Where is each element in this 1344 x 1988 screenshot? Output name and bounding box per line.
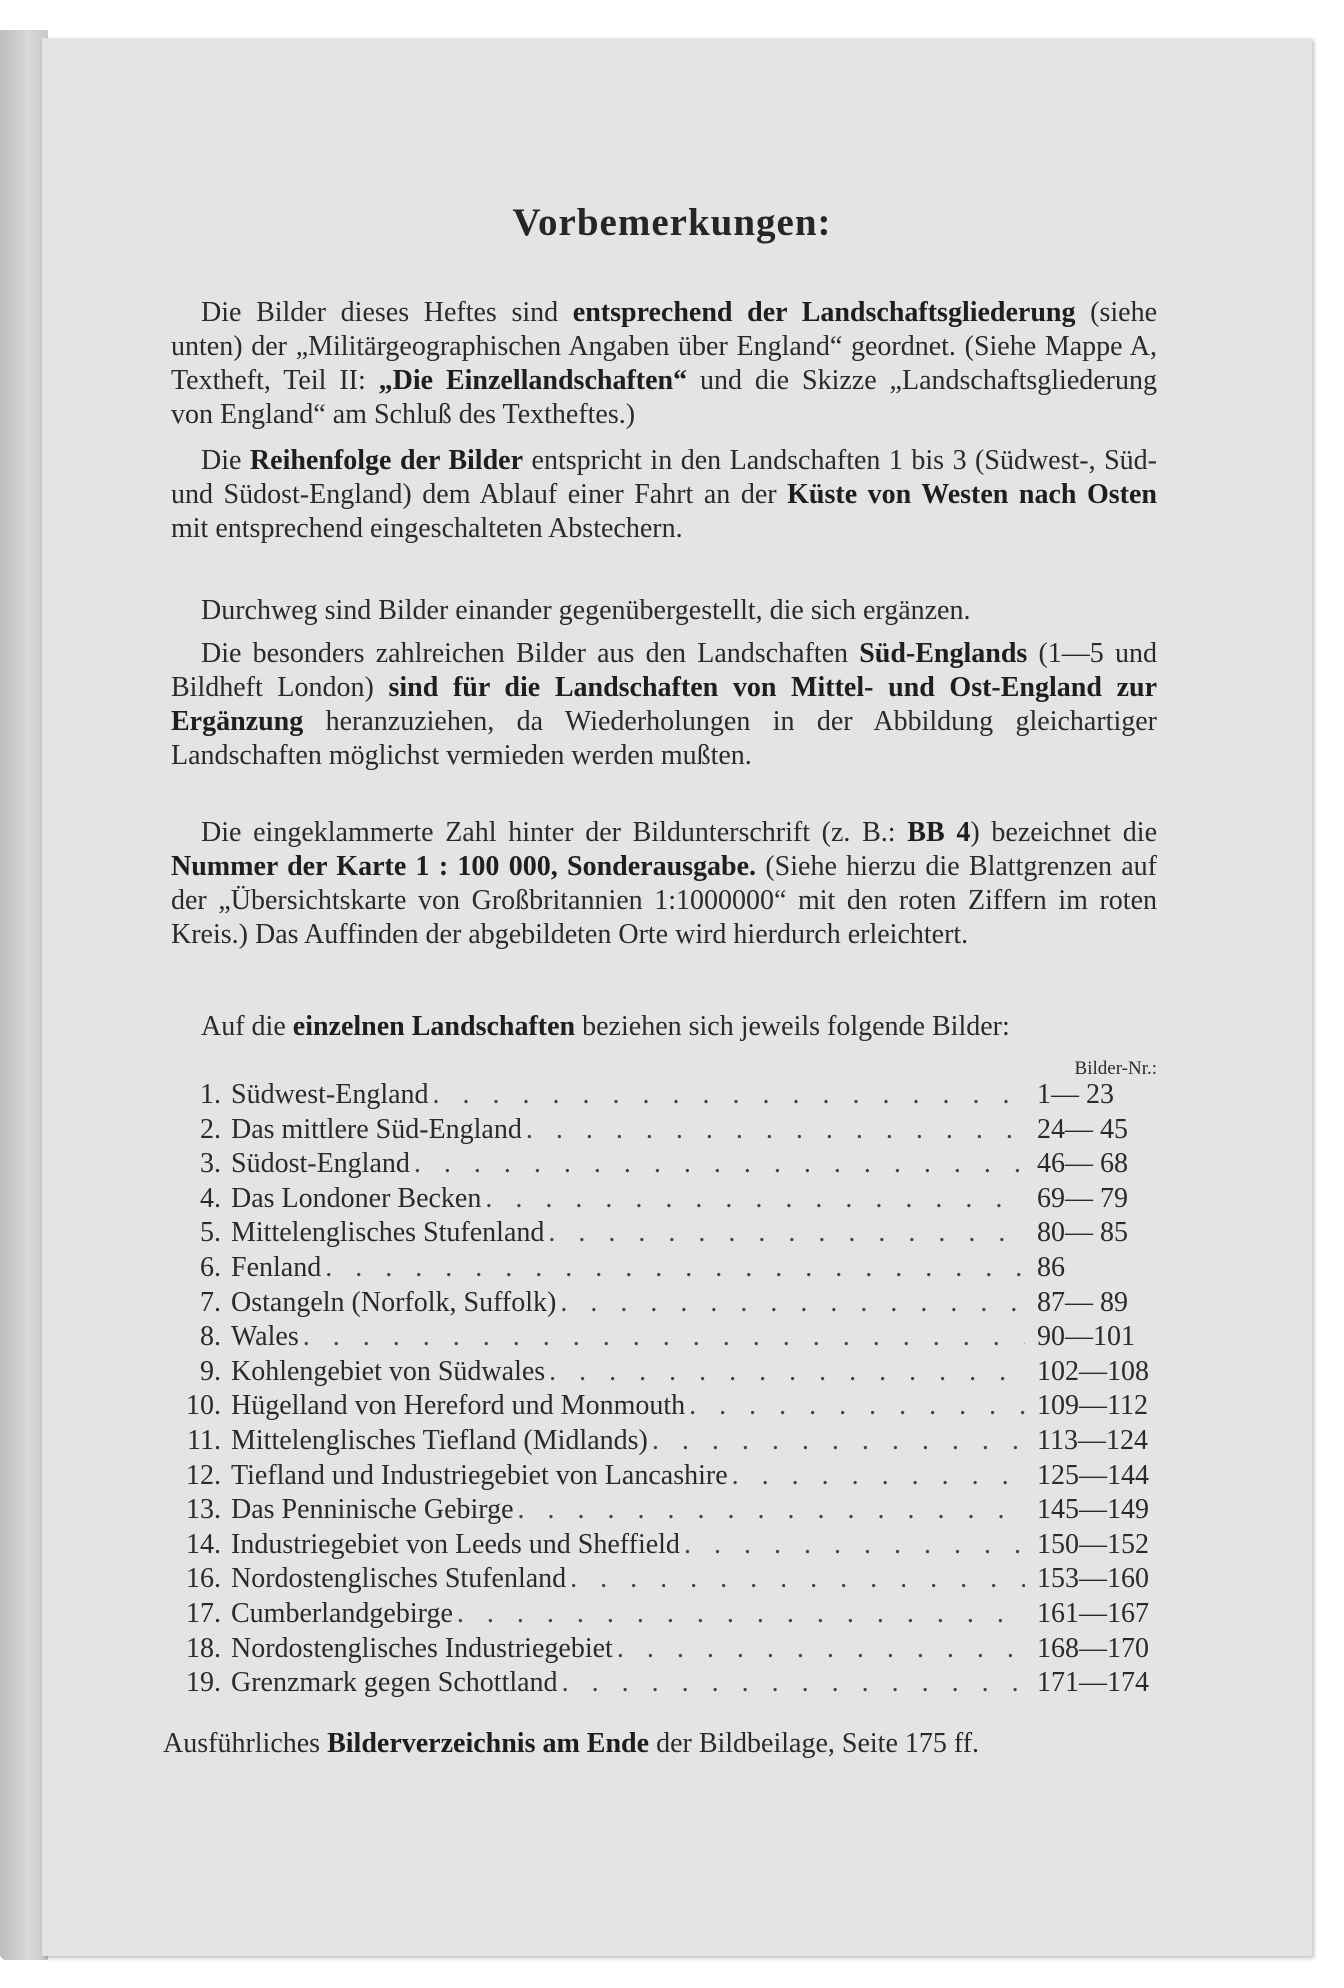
- leader-dots: [303, 1320, 1025, 1355]
- leader-dots: [485, 1182, 1025, 1217]
- item-range: 168—170: [1037, 1632, 1149, 1664]
- list-item: [171, 1216, 1157, 1251]
- leader-dots: [548, 1216, 1025, 1251]
- leader-dots: [652, 1424, 1025, 1459]
- item-range: 125—144: [1037, 1459, 1149, 1491]
- item-number: 6.: [200, 1251, 221, 1283]
- item-number: 1.: [200, 1079, 221, 1110]
- list-item: [171, 1113, 1157, 1148]
- list-item: [171, 1251, 1157, 1286]
- item-range: 161—167: [1037, 1597, 1149, 1629]
- item-range: 87— 89: [1037, 1286, 1128, 1318]
- item-range: 90—101: [1037, 1321, 1135, 1353]
- list-item: [171, 1355, 1157, 1390]
- item-name: Südost-England: [231, 1148, 410, 1180]
- list-item: [171, 1182, 1157, 1217]
- paragraph-1: [171, 296, 1157, 432]
- item-name: Das Londoner Becken: [231, 1182, 482, 1214]
- text: beziehen sich jeweils folgende Bilder:: [575, 1011, 1010, 1042]
- item-name: Kohlengebiet von Südwales: [231, 1355, 546, 1387]
- item-number: 18.: [186, 1632, 221, 1664]
- item-name: Cumberlandgebirge: [231, 1597, 453, 1629]
- item-name: Das mittlere Süd-England: [231, 1113, 522, 1145]
- leader-dots: [732, 1459, 1025, 1494]
- text: (siehe unten) der „Militärgeographischen Angaben über England“ geordnet. (Siehe Mappe A, Textheft, Teil II:: [171, 297, 1158, 396]
- text: Durchweg sind Bilder einander gegenübergestellt, die sich ergänzen.: [201, 595, 971, 626]
- bold-text: Süd-Englands: [859, 638, 1028, 669]
- text: der Bildbeilage, Seite 175 ff.: [649, 1728, 980, 1759]
- bold-text: Nummer der Karte 1 : 100 000, Sonderausgabe.: [171, 851, 757, 882]
- item-number: 10.: [186, 1390, 221, 1422]
- bold-text: einzelnen Landschaften: [292, 1011, 576, 1042]
- item-number: 5.: [200, 1217, 221, 1249]
- item-number: 2.: [200, 1113, 221, 1145]
- item-range: 145—149: [1037, 1494, 1149, 1526]
- list-item: [171, 1597, 1157, 1632]
- item-range: 46— 68: [1037, 1148, 1128, 1180]
- list-item: [171, 1528, 1157, 1563]
- item-number: 11.: [187, 1424, 221, 1456]
- item-range: 86: [1037, 1251, 1065, 1283]
- item-number: 9.: [200, 1355, 221, 1387]
- list-item: [171, 1666, 1157, 1701]
- text: mit entsprechend eingeschalteten Abstechern.: [171, 513, 683, 544]
- item-name: Fenland: [231, 1251, 322, 1283]
- item-name: Mittelenglisches Stufenland: [231, 1217, 545, 1249]
- text: Auf die: [201, 1011, 293, 1042]
- item-name: Mittelenglisches Tiefland (Midlands): [231, 1424, 648, 1456]
- paragraph-2: [171, 444, 1157, 546]
- item-range: 24— 45: [1037, 1113, 1128, 1145]
- item-number: 19.: [186, 1667, 221, 1699]
- list-item: [171, 1562, 1157, 1597]
- leader-dots: [560, 1286, 1025, 1321]
- item-range: 171—174: [1037, 1667, 1149, 1699]
- paragraph-6: [171, 1010, 1157, 1044]
- item-name: Hügelland von Hereford und Monmouth: [231, 1390, 686, 1422]
- text: heranzuziehen, da Wiederholungen in der Abbildung gleichartiger Landschaften möglichst vermieden werden mußten.: [171, 706, 1157, 771]
- leader-dots: [325, 1251, 1025, 1286]
- landscape-list: [171, 1078, 1157, 1701]
- list-item: [171, 1632, 1157, 1667]
- footer-note: [163, 1728, 1163, 1760]
- item-range: 69— 79: [1037, 1182, 1128, 1214]
- list-item: [171, 1286, 1157, 1321]
- leader-dots: [433, 1078, 1025, 1113]
- item-range: 102—108: [1037, 1355, 1149, 1387]
- item-number: 14.: [186, 1528, 221, 1560]
- list-column-header: Bilder-Nr.:: [1074, 1058, 1157, 1079]
- bold-text: Bilderverzeichnis am Ende: [327, 1728, 650, 1759]
- text: Ausführliches: [163, 1728, 328, 1759]
- list-item: [171, 1147, 1157, 1182]
- leader-dots: [689, 1389, 1025, 1424]
- list-item: [171, 1389, 1157, 1424]
- text: (Siehe hierzu die Blattgrenzen auf der „Übersichtskarte von Großbritannien 1:1000000“ mit den roten Ziffern im roten Kreis.) Das Auffinden der abgebildeten Orte wird hierdurch erleichtert.: [171, 851, 1157, 950]
- bold-text: sind für die Landschaften von Mittel- und Ost-England zur Ergänzung: [171, 672, 1157, 737]
- bold-text: Reihenfolge der Bilder: [249, 445, 524, 476]
- item-name: Industriegebiet von Leeds und Sheffield: [231, 1528, 680, 1560]
- leader-dots: [570, 1562, 1025, 1597]
- item-name: Südwest-England: [231, 1079, 429, 1110]
- item-number: 7.: [200, 1286, 221, 1318]
- bold-text: Küste von Westen nach Osten: [787, 479, 1157, 510]
- list-item: [171, 1459, 1157, 1494]
- text: und die Skizze „Landschaftsgliederung von England“ am Schluß des Textheftes.): [171, 365, 1157, 430]
- item-number: 3.: [200, 1148, 221, 1180]
- item-range: 80— 85: [1037, 1217, 1128, 1249]
- leader-dots: [414, 1147, 1025, 1182]
- item-number: 4.: [200, 1182, 221, 1214]
- item-range: 113—124: [1037, 1424, 1148, 1456]
- item-range: 153—160: [1037, 1563, 1149, 1595]
- item-name: Nordostenglisches Stufenland: [231, 1563, 567, 1595]
- text: Die eingeklammerte Zahl hinter der Bildunterschrift (z. B.:: [201, 817, 908, 848]
- item-number: 16.: [186, 1563, 221, 1595]
- paragraph-5: [171, 816, 1157, 952]
- text: Die Bilder dieses Heftes sind: [201, 297, 573, 328]
- item-range: 1— 23: [1037, 1079, 1114, 1110]
- text: entspricht in den Landschaften 1 bis 3 (Südwest-, Süd- und Südost-England) dem Ablauf einer Fahrt an der: [171, 445, 1157, 510]
- item-name: Wales: [231, 1321, 299, 1353]
- leader-dots: [518, 1493, 1025, 1528]
- item-range: 150—152: [1037, 1528, 1149, 1560]
- leader-dots: [457, 1597, 1025, 1632]
- leader-dots: [684, 1528, 1025, 1563]
- leader-dots: [526, 1113, 1025, 1148]
- book-binding: [0, 30, 48, 1960]
- item-name: Tiefland und Industriegebiet von Lancashire: [231, 1459, 728, 1491]
- bold-text: BB 4: [907, 817, 971, 848]
- text: Die besonders zahlreichen Bilder aus den Landschaften: [201, 638, 860, 669]
- item-number: 8.: [200, 1321, 221, 1353]
- item-range: 109—112: [1037, 1390, 1148, 1422]
- item-name: Nordostenglisches Industriegebiet: [231, 1632, 613, 1664]
- leader-dots: [562, 1666, 1025, 1701]
- paragraph-3: [171, 594, 1157, 628]
- item-number: 13.: [186, 1494, 221, 1526]
- paragraph-4: [171, 637, 1157, 773]
- leader-dots: [617, 1632, 1025, 1667]
- list-item: [171, 1424, 1157, 1459]
- item-number: 17.: [186, 1597, 221, 1629]
- item-name: Ostangeln (Norfolk, Suffolk): [231, 1286, 557, 1318]
- item-number: 12.: [186, 1459, 221, 1491]
- bold-text: „Die Einzellandschaften“: [378, 365, 688, 396]
- leader-dots: [549, 1355, 1025, 1390]
- item-name: Das Penninische Gebirge: [231, 1494, 514, 1526]
- text: Die: [201, 445, 250, 476]
- item-name: Grenzmark gegen Schottland: [231, 1667, 558, 1699]
- page-title: Vorbemerkungen:: [512, 201, 832, 244]
- list-item: [171, 1078, 1157, 1113]
- list-item: [171, 1320, 1157, 1355]
- text: (1—5 und Bildheft London): [171, 638, 1157, 703]
- text: ) bezeichnet die: [970, 817, 1157, 848]
- list-item: [171, 1493, 1157, 1528]
- bold-text: entsprechend der Landschaftsgliederung: [572, 297, 1076, 328]
